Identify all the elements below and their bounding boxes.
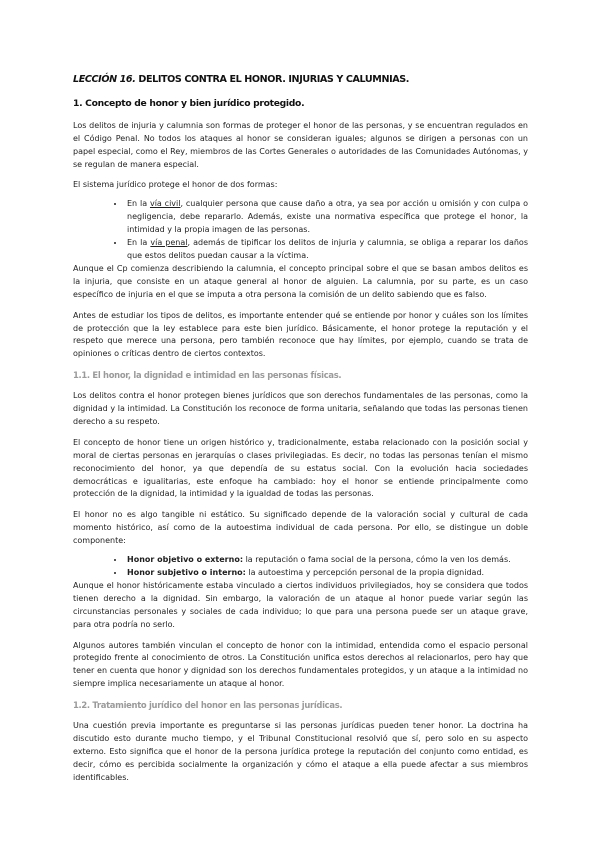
paragraph-7: El honor no es algo tangible ni estático. Su significado depende de la valoración social y cultural de cada momento histórico, así como de la autoestima individual de cada persona. Por ello, se distingue un doble componente: [73, 510, 528, 546]
list-item-text: la autoestima y percepción personal de la propia dignidad. [245, 568, 485, 577]
list-item-underlined: vía penal [150, 238, 188, 248]
paragraph-6: El concepto de honor tiene un origen histórico y, tradicionalmente, estaba relacionado con la posición social y moral de ciertas personas en jerarquías o clases privilegiadas. Es decir, no todas las personas tenían el mismo reconocimiento del honor, ya que dependía de su estatus social. Con la evolución hacia sociedades democráticas e igualitarias, este enfoque ha cambiado: hoy el honor se entiende principalmente como protección de la dignidad, la intimidad y la igualdad de todas las personas. [73, 437, 528, 499]
bullet-list-2 [73, 554, 528, 580]
paragraph-3: Aunque el Cp comienza describiendo la calumnia, el concepto principal sobre el que se basan ambos delitos es la injuria, que consiste en un ataque general al honor de alguien. La calumnia, por su parte, es un caso específico de injuria en el que se imputa a otra persona la comisión de un delito sabiendo que es falso. [73, 263, 528, 299]
list-item [125, 567, 528, 580]
paragraph-9: Algunos autores también vinculan el concepto de honor con la intimidad, entendida como el espacio personal protegido frente al conocimiento de otros. La Constitución unifica estos derechos al relacionarlos, pero hay que tener en cuenta que honor y dignidad son los derechos fundamentales protegidos, y un ataque a la intimidad no siempre implica necesariamente un ataque al honor. [73, 640, 528, 689]
list-item-text: la reputación o fama social de la persona, cómo la ven los demás. [243, 555, 511, 565]
lesson-title-text: DELITOS CONTRA EL HONOR. INJURIAS Y CALUMNIAS. [135, 74, 410, 85]
list-item-text: En la [127, 238, 151, 248]
list-item-bold: Honor objetivo o externo: [127, 555, 244, 565]
list-item-text: , además de tipificar los delitos de injuria y calumnia, se obliga a reparar los daños que estos delitos puedan causar a la víctima. [127, 238, 528, 260]
section-heading-1-2: 1.2. Tratamiento jurídico del honor en las personas jurídicas. [73, 700, 343, 711]
section-heading-1-1: 1.1. El honor, la dignidad e intimidad en las personas físicas. [73, 370, 342, 381]
paragraph-10: Una cuestión previa importante es preguntarse si las personas jurídicas pueden tener honor. La doctrina ha discutido esto durante mucho tiempo, y el Tribunal Constitucional resolvió que sí, pero solo en su aspecto externo. Esto significa que el honor de la persona jurídica protege la reputación del conjunto como entidad, es decir, cómo es percibida socialmente la organización y cómo el ataque a ella puede afectar a sus miembros identificables. [73, 721, 528, 782]
paragraph-5: Los delitos contra el honor protegen bienes jurídicos que son derechos fundamentales de las personas, como la dignidad y la intimidad. La Constitución los reconoce de forma unitaria, señalando que todas las personas tienen derecho a su respeto. [73, 391, 528, 426]
list-item-text: En la [127, 199, 150, 209]
paragraph-4: Antes de estudiar los tipos de delitos, es importante entender qué se entiende por honor y cuáles son los límites de protección que la ley establece para este bien jurídico. Básicamente, el honor protege la reputación y el respeto que merece una persona, pero también reconoce que hay límites, por ejemplo, cuando se trata de opiniones o críticas dentro de ciertos contextos. [73, 310, 528, 359]
section-heading-1: 1. Concepto de honor y bien jurídico protegido. [73, 97, 305, 109]
bullet-list-1 [73, 198, 528, 263]
paragraph-1: Los delitos de injuria y calumnia son formas de proteger el honor de las personas, y se encuentran regulados en el Código Penal. No todos los ataques al honor se consideran iguales; algunos se dirigen a personas con un papel especial, como el Rey, miembros de las Cortes Generales o autoridades de las Comunidades Autónomas, y se regulan de manera especial. [73, 120, 528, 169]
list-item [125, 198, 528, 237]
paragraph-8: Aunque el honor históricamente estaba vinculado a ciertos individuos privilegiados, hoy se considera que todos tienen derecho a la dignidad. Sin embargo, la valoración de un ataque al honor puede variar según las circunstancias personales y sociales de cada individuo; lo que para una persona puede ser un ataque grave, para otra podría no serlo. [73, 580, 528, 629]
list-item-bold: Honor subjetivo o interno: [127, 568, 246, 577]
paragraph-2: El sistema jurídico protege el honor de dos formas: [73, 180, 278, 190]
list-item-underlined: vía civil [149, 199, 181, 209]
list-item-text: , cualquier persona que cause daño a otra, ya sea por acción u omisión y con culpa o negligencia, debe repararlo. Además, existe una normativa específica que protege el honor, la intimidad y la propia imagen de las personas. [127, 199, 528, 235]
list-item [125, 237, 528, 263]
list-item [125, 554, 528, 567]
lesson-title [73, 74, 528, 87]
lesson-number: LECCIÓN 16. [73, 74, 136, 85]
